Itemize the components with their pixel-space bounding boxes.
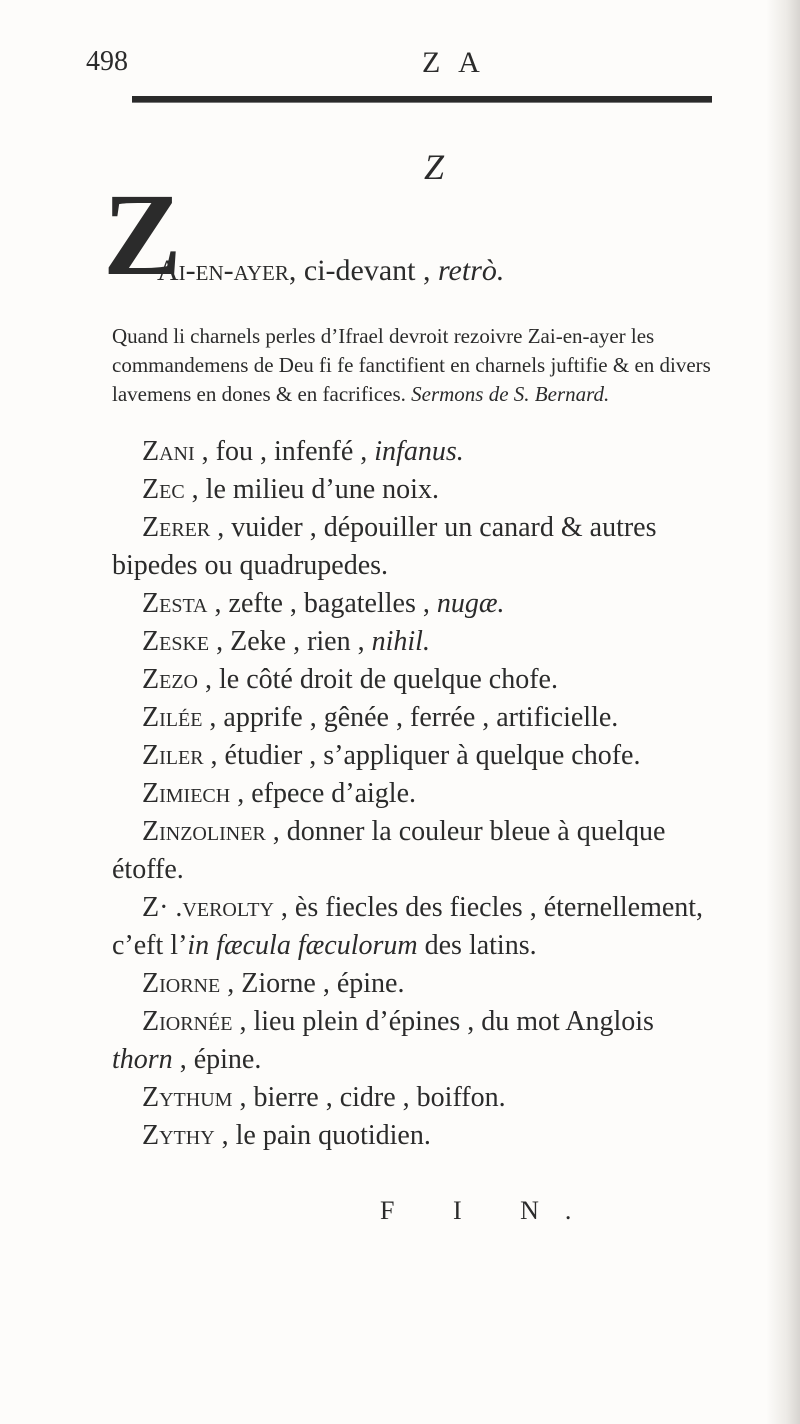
entry-latin: infanus.	[374, 436, 464, 467]
entry-zesta	[142, 588, 505, 620]
running-head: Z A	[422, 46, 486, 79]
entry-headword: Zeske	[142, 626, 210, 657]
entry-verolty	[142, 892, 703, 924]
entry-zani	[142, 436, 464, 468]
entry-latin: nihil.	[371, 626, 430, 657]
entry-definition: , Zeke , rien ,	[209, 626, 372, 657]
entry-latin: retrò.	[437, 254, 505, 287]
entry-headword: Zilée	[142, 702, 203, 733]
quote-text: Quand li charnels perles d’Ifrael devroit rezoivre Zai-en-ayer les commandemens de Deu fi fe fanctifient en charnels juftifie & en divers lavemens en dones & en facrifices.	[112, 324, 711, 406]
entry-definition: , le côté droit de quelque chofe.	[197, 664, 558, 695]
entry-ziorne	[142, 968, 405, 1000]
entry-zezo	[142, 664, 558, 696]
fin-marker: F I N.	[380, 1196, 598, 1225]
entry-zerer	[142, 512, 657, 544]
continuation-text-end: des latins.	[417, 930, 537, 961]
entry-definition: , ci-devant ,	[288, 254, 438, 287]
entry-definition: , le pain quotidien.	[214, 1120, 431, 1151]
entry-headword: Zezo	[142, 664, 198, 695]
entry-ziornee-continuation	[112, 1044, 261, 1076]
entry-headword: Zinzoliner	[142, 816, 266, 847]
header-rule	[132, 96, 712, 103]
entry-headword: Zythum	[142, 1082, 233, 1113]
entry-definition: , apprife , gênée , ferrée , artificielle.	[202, 702, 619, 733]
entry-headword: Ziorne	[142, 968, 221, 999]
citation-quote	[112, 322, 788, 409]
continuation-english-word: thorn	[112, 1044, 173, 1075]
entry-zai-en-ayer	[157, 254, 504, 288]
entry-zimiech	[142, 778, 416, 810]
continuation-latin: in fæcula fæculorum	[187, 930, 418, 961]
entry-definition: , zefte , bagatelles ,	[207, 588, 437, 619]
entry-zerer-continuation: bipedes ou quadrupedes.	[112, 550, 389, 581]
entry-definition: , donner la couleur bleue à quelque	[265, 816, 666, 847]
entry-definition: , Ziorne , épine.	[220, 968, 405, 999]
entry-definition: , efpece d’aigle.	[230, 778, 416, 809]
entry-zinzoliner	[142, 816, 665, 848]
entry-definition: , lieu plein d’épines , du mot Anglois	[232, 1006, 654, 1037]
continuation-text: , épine.	[172, 1044, 262, 1075]
entry-headword: Zesta	[142, 588, 208, 619]
entry-zythy	[142, 1120, 431, 1152]
entry-headword: Zerer	[142, 512, 211, 543]
continuation-text: c’eft l’	[112, 930, 188, 961]
entry-headword: Zythy	[142, 1120, 215, 1151]
section-letter: Z	[424, 147, 445, 187]
entry-headword: Zimiech	[142, 778, 231, 809]
entry-headword: Z· .verolty	[142, 892, 274, 923]
drop-cap: Z	[103, 169, 182, 300]
entry-ziornee	[142, 1006, 654, 1038]
entry-ziler	[142, 740, 641, 772]
entry-definition: , le milieu d’une noix.	[184, 474, 439, 505]
entry-verolty-continuation	[112, 930, 537, 962]
entry-latin: nugæ.	[436, 588, 505, 619]
entry-headword: Zec	[142, 474, 185, 505]
entry-zec	[142, 474, 439, 506]
entry-headword: Zani	[142, 436, 195, 467]
entry-zythum	[142, 1082, 506, 1114]
page-edge-shadow	[766, 0, 800, 1424]
entry-definition: , fou , infenfé ,	[194, 436, 375, 467]
entry-headword: Ai-en-ayer	[157, 254, 289, 287]
quote-source: Sermons de S. Bernard.	[411, 382, 610, 406]
page-number: 498	[86, 46, 128, 77]
entry-zilee	[142, 702, 618, 734]
entry-definition: , bierre , cidre , boiffon.	[232, 1082, 506, 1113]
entry-definition: , vuider , dépouiller un canard & autres	[210, 512, 657, 543]
entry-zeske	[142, 626, 430, 658]
entry-definition: , étudier , s’appliquer à quelque chofe.	[203, 740, 641, 771]
entry-headword: Ziornée	[142, 1006, 233, 1037]
entry-definition: , ès fiecles des fiecles , éternellement,	[273, 892, 704, 923]
entry-zinzoliner-continuation: étoffe.	[112, 854, 184, 885]
entry-headword: Ziler	[142, 740, 204, 771]
